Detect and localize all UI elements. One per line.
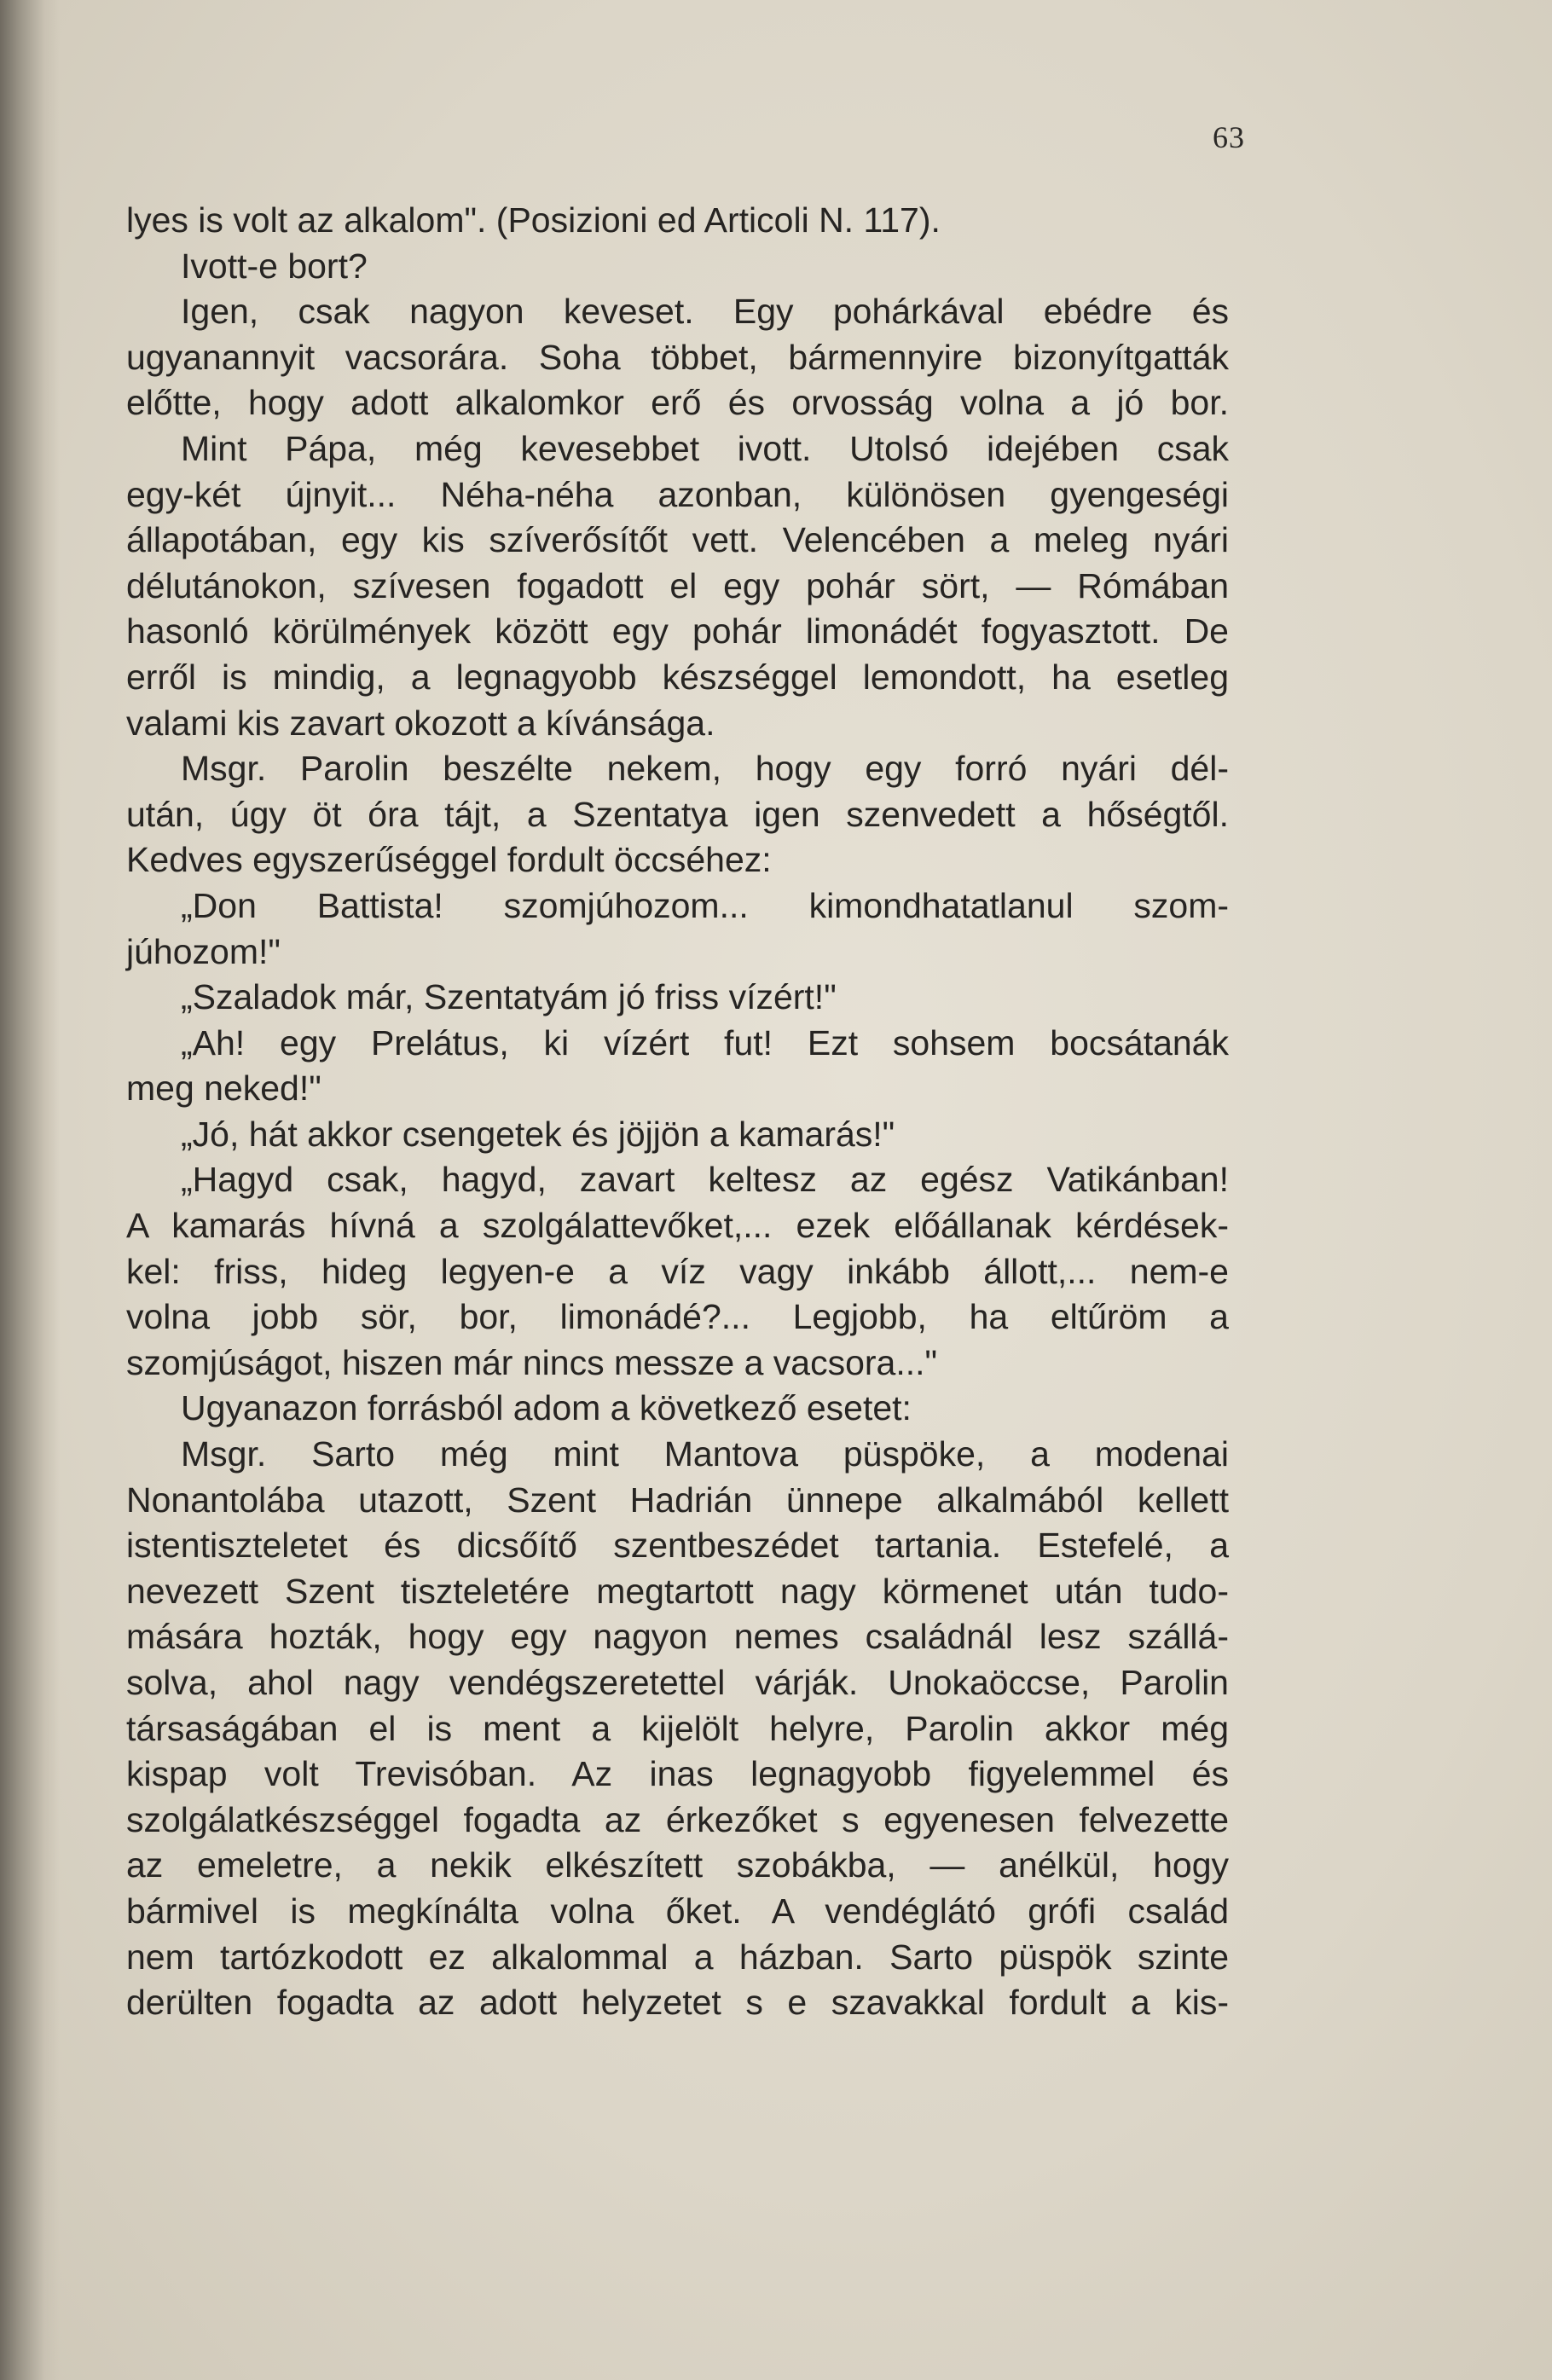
text-line: volna jobb sör, bor, limonádé?... Legjobb, ha eltűröm a xyxy=(126,1297,1229,1337)
text-line: állapotában, egy kis szíverősítőt vett. Velencében a meleg nyári xyxy=(126,520,1229,560)
text-line: Kedves egyszerűséggel fordult öccséhez: xyxy=(126,840,772,880)
text-line: előtte, hogy adott alkalomkor erő és orvosság volna a jó bor. xyxy=(126,383,1229,423)
text-line: kispap volt Trevisóban. Az inas legnagyobb figyelemmel és xyxy=(126,1754,1229,1794)
text-line: istentiszteletet és dicsőítő szentbeszédet tartania. Estefelé, a xyxy=(126,1526,1229,1566)
text-line: Ivott-e bort? xyxy=(181,246,368,286)
text-line: lyes is volt az alkalom". (Posizioni ed Articoli N. 117). xyxy=(126,200,941,240)
text-line: bármivel is megkínálta volna őket. A vendéglátó grófi család xyxy=(126,1891,1229,1931)
text-line: egy-két újnyit... Néha-néha azonban, különösen gyengeségi xyxy=(126,474,1229,514)
text-line: A kamarás hívná a szolgálattevőket,... ezek előállanak kérdések- xyxy=(126,1206,1229,1246)
text-line: Msgr. Sarto még mint Mantova püspöke, a modenai xyxy=(181,1434,1229,1474)
text-line: társaságában el is ment a kijelölt helyre, Parolin akkor még xyxy=(126,1708,1229,1748)
text-line: „Szaladok már, Szentatyám jó friss vízért!" xyxy=(181,977,837,1017)
text-line: Mint Pápa, még kevesebbet ivott. Utolsó idejében csak xyxy=(181,428,1229,468)
text-line: erről is mindig, a legnagyobb készséggel lemondott, ha esetleg xyxy=(126,657,1229,697)
text-line: solva, ahol nagy vendégszeretettel várják. Unokaöccse, Parolin xyxy=(126,1663,1229,1702)
text-line: hasonló körülmények között egy pohár limonádét fogyasztott. De xyxy=(126,611,1229,651)
text-line: Msgr. Parolin beszélte nekem, hogy egy forró nyári dél- xyxy=(181,749,1229,789)
text-line: júhozom!" xyxy=(126,931,281,971)
text-line: „Hagyd csak, hagyd, zavart keltesz az egész Vatikánban! xyxy=(181,1160,1229,1200)
text-line: Igen, csak nagyon keveset. Egy pohárkával ebédre és xyxy=(181,292,1229,332)
text-line: valami kis zavart okozott a kívánsága. xyxy=(126,703,715,743)
text-line: Nonantolába utazott, Szent Hadrián ünnepe alkalmából kellett xyxy=(126,1480,1229,1520)
text-line: meg neked!" xyxy=(126,1068,321,1109)
text-line: szomjúságot, hiszen már nincs messze a vacsora..." xyxy=(126,1342,938,1382)
binding-shadow xyxy=(0,0,60,2380)
text-line: derülten fogadta az adott helyzetet s e szavakkal fordult a kis- xyxy=(126,1983,1229,2023)
body-text xyxy=(126,198,1229,2026)
text-line: után, úgy öt óra tájt, a Szentatya igen szenvedett a hőségtől. xyxy=(126,794,1229,834)
text-line: mására hozták, hogy egy nagyon nemes családnál lesz szállá- xyxy=(126,1617,1229,1657)
text-line: „Jó, hát akkor csengetek és jöjjön a kamarás!" xyxy=(181,1114,895,1154)
text-line: kel: friss, hideg legyen-e a víz vagy inkább állott,... nem-e xyxy=(126,1251,1229,1291)
text-line: délutánokon, szívesen fogadott el egy pohár sört, — Rómában xyxy=(126,565,1229,605)
text-line: „Ah! egy Prelátus, ki vízért fut! Ezt sohsem bocsátanák xyxy=(181,1022,1229,1063)
text-line: az emeletre, a nekik elkészített szobákba, — anélkül, hogy xyxy=(126,1845,1229,1885)
page-number: 63 xyxy=(1213,120,1245,154)
text-line: Ugyanazon forrásból adom a következő esetet: xyxy=(181,1388,912,1428)
text-line: nevezett Szent tiszteletére megtartott nagy körmenet után tudo- xyxy=(126,1571,1229,1611)
text-line: szolgálatkészséggel fogadta az érkezőket s egyenesen felvezette xyxy=(126,1799,1229,1839)
text-line: nem tartózkodott ez alkalommal a házban. Sarto püspök szinte xyxy=(126,1937,1229,1977)
text-line: ugyanannyit vacsorára. Soha többet, bármennyire bizonyítgatták xyxy=(126,337,1229,377)
text-line: „Don Battista! szomjúhozom... kimondhatatlanul szom- xyxy=(181,885,1229,925)
